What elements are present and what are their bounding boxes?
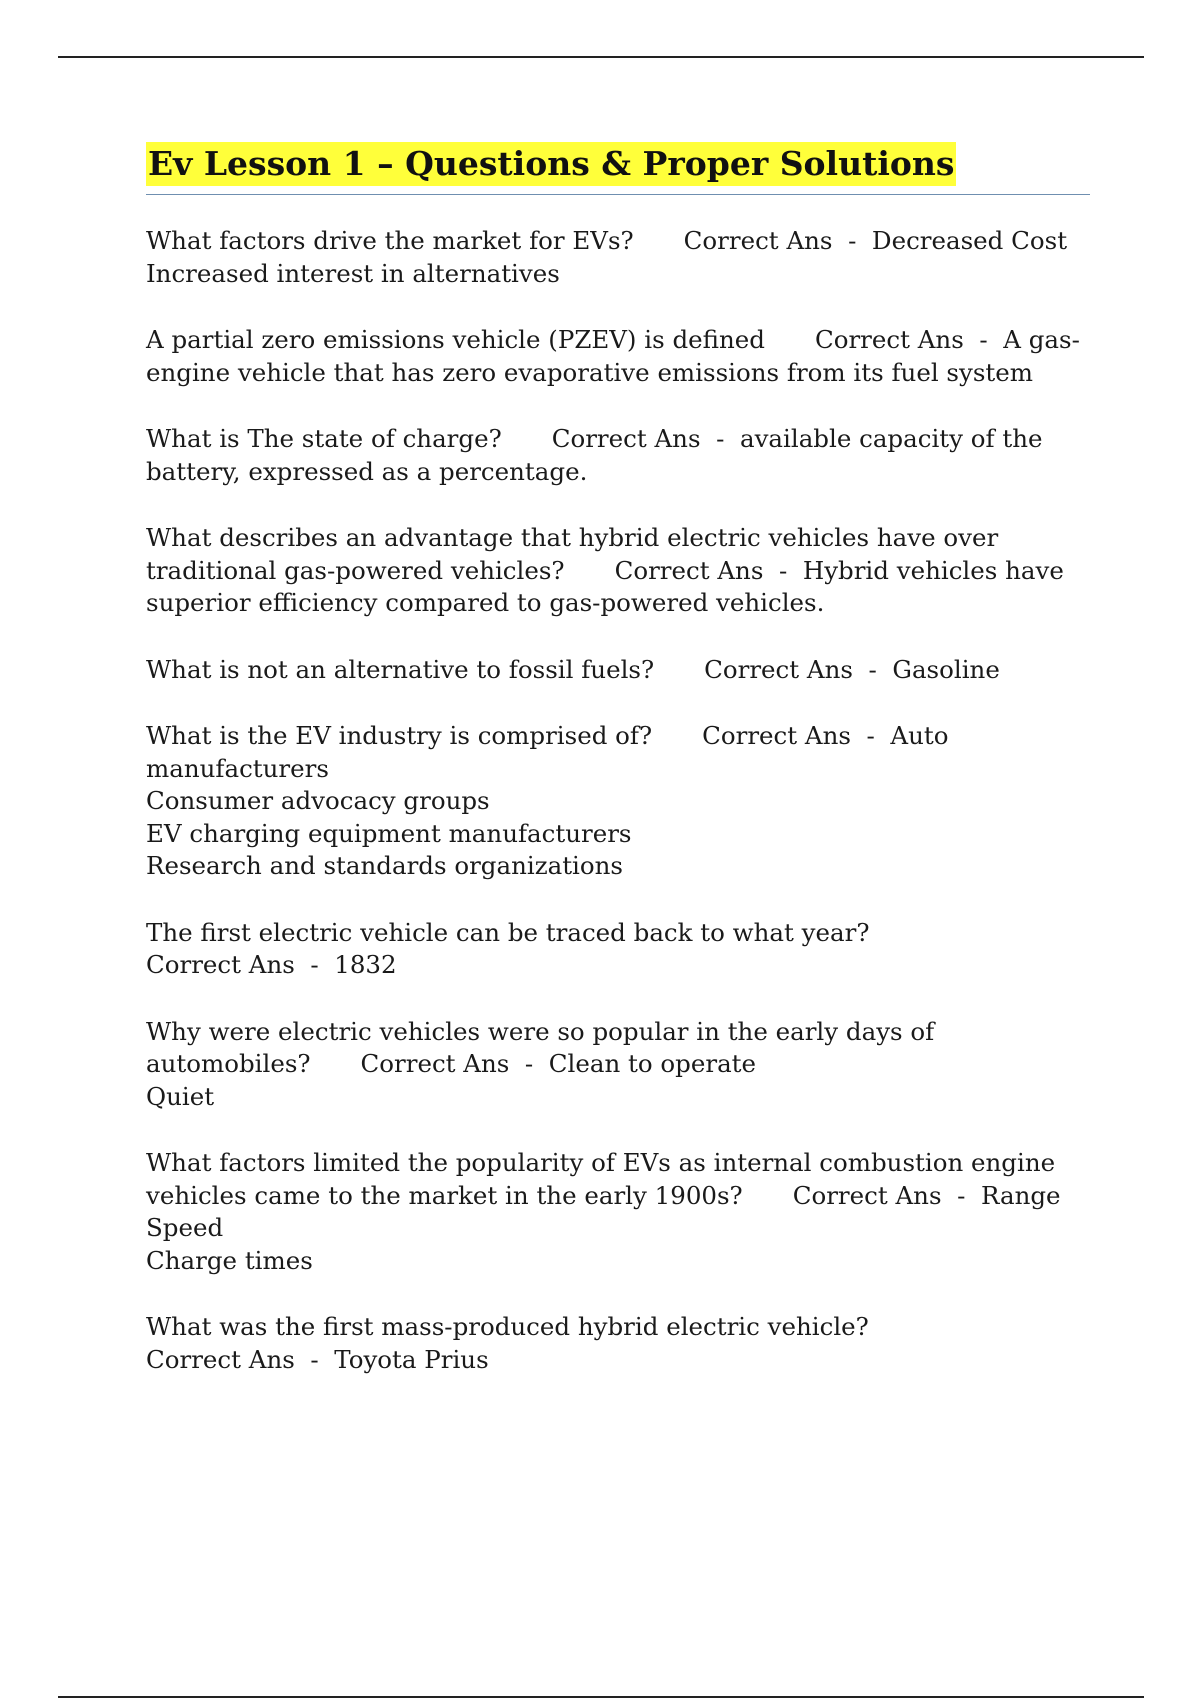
- answer-label: Correct Ans -: [702, 721, 891, 750]
- answer-text: Toyota Prius: [334, 1344, 489, 1374]
- question-text: What is the EV industry is comprised of?: [146, 721, 653, 750]
- qa-item: [146, 1147, 1090, 1277]
- answer-label: Correct Ans -: [146, 1344, 335, 1374]
- answer-text: Auto manufacturers Consumer advocacy groups EV charging equipment manufacturers Research and standards organizations: [146, 721, 949, 880]
- question-text: What factors drive the market for EVs?: [146, 226, 634, 255]
- answer-label: Correct Ans -: [551, 424, 740, 453]
- question-text: Why were electric vehicles were so popular in the early days of automobiles?: [146, 1016, 943, 1078]
- question-text: The first electric vehicle can be traced back to what year?: [146, 917, 870, 947]
- question-text: What is not an alternative to fossil fuels?: [146, 654, 655, 684]
- answer-label: Correct Ans -: [792, 1180, 981, 1210]
- answer-text: available capacity of the battery, expressed as a percentage.: [146, 424, 1051, 486]
- answer-label: Correct Ans -: [683, 226, 872, 255]
- question-text: What is The state of charge?: [146, 424, 502, 453]
- answer-label: Correct Ans -: [704, 654, 893, 684]
- document-title: Ev Lesson 1 – Questions & Proper Solutions: [146, 142, 956, 186]
- qa-item: [146, 423, 1090, 488]
- page-header-rule: [58, 56, 1144, 58]
- answer-text: 1832: [334, 950, 397, 979]
- qa-item: [146, 324, 1090, 389]
- question-text: What was the first mass-produced hybrid electric vehicle?: [146, 1312, 869, 1341]
- qa-item: [146, 225, 1090, 290]
- document-body: [146, 142, 1090, 1410]
- question-text: What factors limited the popularity of EVs as internal combustion engine vehicles came to the market in the early 1900s?: [146, 1148, 1063, 1210]
- question-text: A partial zero emissions vehicle (PZEV) is defined: [146, 325, 765, 354]
- answer-label: Correct Ans -: [146, 950, 335, 979]
- answer-text: Range Speed Charge times: [146, 1180, 1061, 1275]
- qa-item: [146, 720, 1090, 883]
- answer-text: A gas-engine vehicle that has zero evaporative emissions from its fuel system: [146, 325, 1080, 387]
- qa-item: [146, 1311, 1090, 1376]
- qa-item: [146, 1016, 1090, 1114]
- answer-text: Decreased Cost Increased interest in alternatives: [146, 226, 1068, 288]
- qa-item: [146, 522, 1090, 620]
- answer-label: Correct Ans -: [360, 1049, 549, 1078]
- answer-text: Clean to operate Quiet: [146, 1049, 757, 1111]
- qa-item: [146, 654, 1090, 687]
- page-footer-rule: [58, 1696, 1144, 1698]
- answer-label: Correct Ans -: [814, 325, 1004, 354]
- qa-list: [146, 225, 1090, 1376]
- question-text: What describes an advantage that hybrid electric vehicles have over traditional gas-powered vehicles?: [146, 523, 1007, 585]
- answer-label: Correct Ans -: [614, 555, 803, 585]
- title-underline: [146, 142, 1090, 195]
- answer-text: Gasoline: [892, 654, 1000, 684]
- qa-item: [146, 917, 1090, 982]
- answer-text: Hybrid vehicles have superior efficiency compared to gas-powered vehicles.: [146, 555, 1072, 617]
